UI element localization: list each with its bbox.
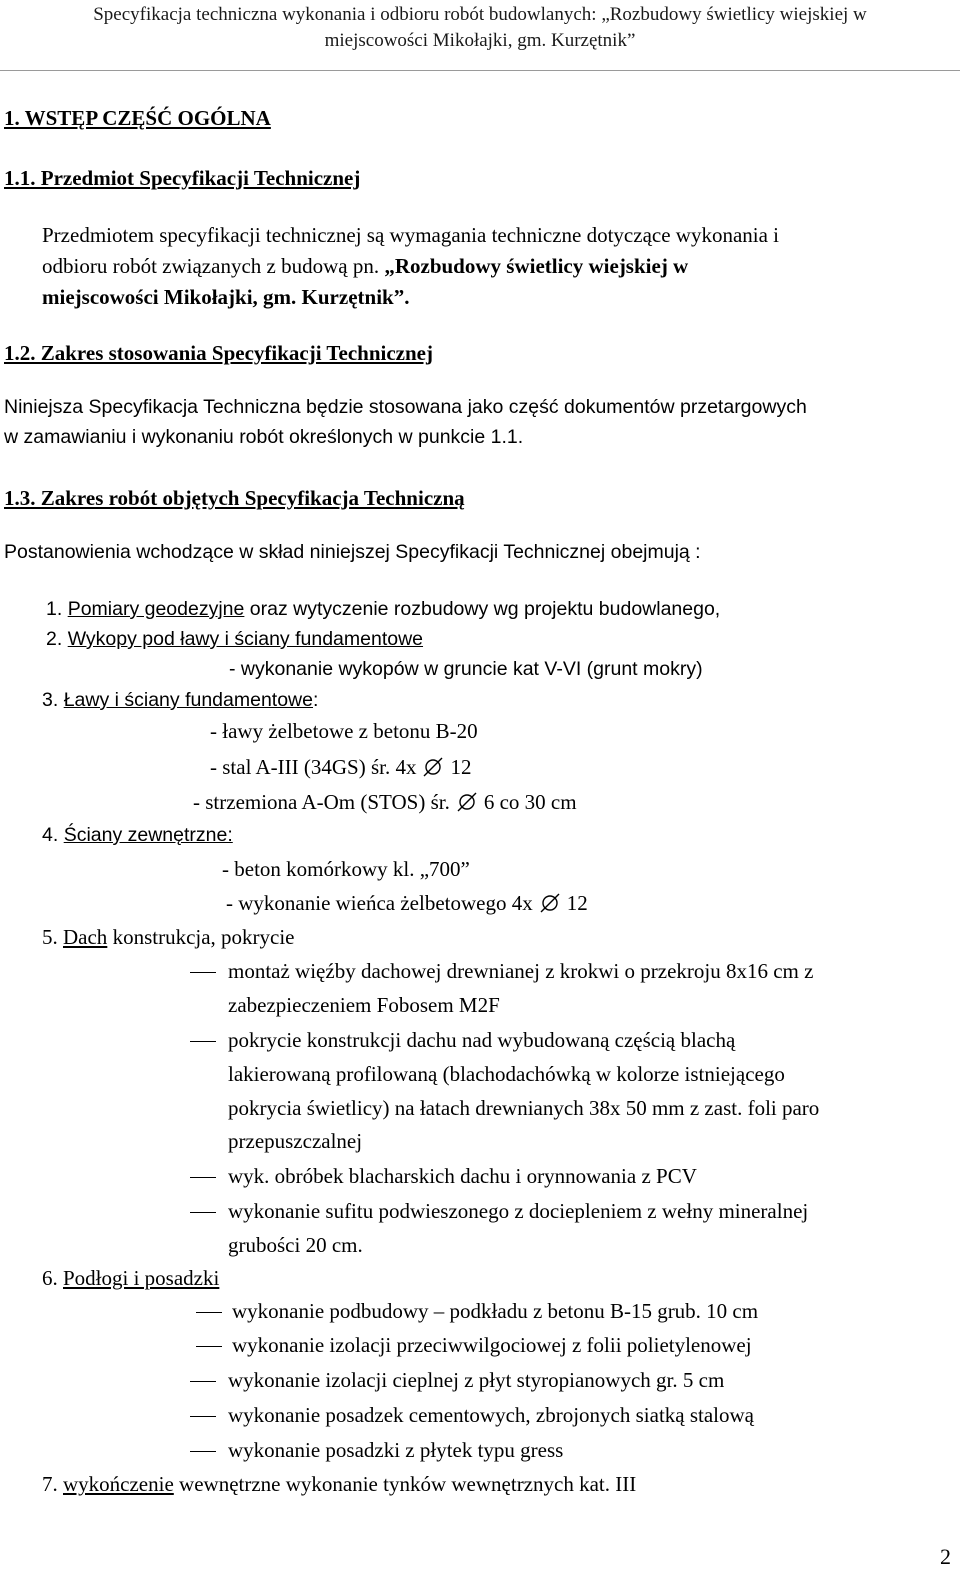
list-item-6 <box>42 1266 219 1291</box>
item-number: 5. <box>42 925 58 949</box>
item-5-bullet-4-line-2: grubości 20 cm. <box>228 1233 363 1257</box>
header-divider <box>0 70 960 71</box>
s12-line-2: w zamawianiu i wykonaniu robót określonych w punkcie 1.1. <box>4 426 524 448</box>
list-item-2 <box>46 628 423 651</box>
item-6-bullet-2: wykonanie izolacji przeciwwilgociowej z folii polietylenowej <box>232 1333 752 1357</box>
item-text: wewnętrzne wykonanie tynków wewnętrznych kat. III <box>173 1472 637 1496</box>
sub-value: 6 co 30 cm <box>483 790 577 814</box>
item-5-bullet-2-line-2: lakierowaną profilowaną (blachodachówką w kolorze istniejącego <box>228 1062 785 1086</box>
item-4-sub-1: - beton komórkowy kl. „700” <box>222 857 470 881</box>
item-3-sub-1: - ławy żelbetowe z betonu B-20 <box>210 719 478 743</box>
header-line-2: miejscowości Mikołajki, gm. Kurzętnik” <box>324 30 636 51</box>
item-heading: Podłogi i posadzki <box>63 1266 220 1290</box>
item-3-sub-2 <box>210 755 471 780</box>
item-6-bullet-4: wykonanie posadzek cementowych, zbrojonych siatką stalową <box>228 1403 754 1427</box>
dash-bullet <box>196 1346 222 1347</box>
diameter-icon <box>539 893 561 913</box>
dash-bullet <box>196 1312 222 1313</box>
item-number: 1. <box>46 598 63 620</box>
list-item-3 <box>42 689 318 712</box>
item-5-bullet-1-line-2: zabezpieczeniem Fobosem M2F <box>228 993 500 1017</box>
diameter-icon <box>456 792 478 812</box>
s11-project-name: „Rozbudowy świetlicy wiejskiej w <box>384 254 689 278</box>
item-5-bullet-1-line-1: montaż więźby dachowej drewnianej z krokwi o przekroju 8x16 cm z <box>228 959 814 983</box>
diameter-icon <box>422 757 444 777</box>
sub-text: - strzemiona A-Om (STOS) śr. <box>193 790 450 814</box>
item-3-sub-3 <box>193 790 577 815</box>
s12-line-1: Niniejsza Specyfikacja Techniczna będzie stosowana jako część dokumentów przetargowych <box>4 396 807 418</box>
item-5-bullet-2-line-3: pokrycia świetlicy) na łatach drewnianych 38x 50 mm z zast. foli paro <box>228 1096 820 1120</box>
s13-intro: Postanowienia wchodzące w skład niniejszej Specyfikacji Technicznej obejmują : <box>4 541 701 563</box>
item-4-sub-2 <box>226 891 588 916</box>
page-number: 2 <box>940 1544 951 1569</box>
list-item-7 <box>42 1472 636 1497</box>
item-heading: Ławy i ściany fundamentowe <box>63 689 313 711</box>
s11-line-3: miejscowości Mikołajki, gm. Kurzętnik”. <box>42 285 410 309</box>
item-number: 3. <box>42 689 59 711</box>
item-heading: Dach <box>63 925 108 949</box>
document-header <box>0 2 960 54</box>
s11-line-2 <box>42 254 688 279</box>
section-1-1-title: 1.1. Przedmiot Specyfikacji Technicznej <box>4 166 361 190</box>
dash-bullet <box>190 1451 216 1452</box>
item-5-bullet-2-line-4: przepuszczalnej <box>228 1129 363 1153</box>
s11-line-1: Przedmiotem specyfikacji technicznej są wymagania techniczne dotyczące wykonania i <box>42 223 780 247</box>
item-6-bullet-3: wykonanie izolacji cieplnej z płyt styropianowych gr. 5 cm <box>228 1368 725 1392</box>
item-2-sub-1: - wykonanie wykopów w gruncie kat V-VI (grunt mokry) <box>229 658 703 680</box>
s11-line-2-prefix: odbioru robót związanych z budową pn. <box>42 254 385 278</box>
list-item-5 <box>42 925 295 950</box>
item-heading: Pomiary geodezyjne <box>67 598 245 620</box>
item-6-bullet-1: wykonanie podbudowy – podkładu z betonu B-15 grub. 10 cm <box>232 1299 759 1323</box>
item-5-bullet-4-line-1: wykonanie sufitu podwieszonego z dociepleniem z wełny mineralnej <box>228 1199 809 1223</box>
section-1-title: 1. WSTĘP CZĘŚĆ OGÓLNA <box>4 106 271 130</box>
list-item-4 <box>42 824 233 847</box>
item-heading: Wykopy pod ławy i ściany fundamentowe <box>67 628 424 650</box>
sub-value: 12 <box>566 891 588 915</box>
dash-bullet <box>190 972 216 973</box>
section-1-3-title: 1.3. Zakres robót objętych Specyfikacja Techniczną <box>4 486 465 510</box>
dash-bullet <box>190 1212 216 1213</box>
sub-text: - wykonanie wieńca żelbetowego 4x <box>226 891 533 915</box>
item-6-bullet-5: wykonanie posadzki z płytek typu gress <box>228 1438 564 1462</box>
item-number: 4. <box>42 824 59 846</box>
item-5-bullet-2-line-1: pokrycie konstrukcji dachu nad wybudowaną częścią blachą <box>228 1028 736 1052</box>
sub-text: - stal A-III (34GS) śr. 4x <box>210 755 417 779</box>
item-5-bullet-3: wyk. obróbek blacharskich dachu i orynnowania z PCV <box>228 1164 697 1188</box>
sub-value: 12 <box>450 755 472 779</box>
list-item-1 <box>46 598 720 621</box>
dash-bullet <box>190 1177 216 1178</box>
item-number: 7. <box>42 1472 58 1496</box>
item-text: konstrukcja, pokrycie <box>107 925 295 949</box>
item-heading: wykończenie <box>63 1472 174 1496</box>
item-number: 2. <box>46 628 63 650</box>
dash-bullet <box>190 1041 216 1042</box>
item-text: : <box>313 689 319 711</box>
item-number: 6. <box>42 1266 58 1290</box>
section-1-2-title: 1.2. Zakres stosowania Specyfikacji Technicznej <box>4 341 433 365</box>
item-heading: Ściany zewnętrzne: <box>63 824 233 846</box>
item-text: oraz wytyczenie rozbudowy wg projektu budowlanego, <box>244 598 721 620</box>
dash-bullet <box>190 1416 216 1417</box>
header-line-1: Specyfikacja techniczna wykonania i odbioru robót budowlanych: „Rozbudowy świetlicy wiejskiej w <box>93 4 867 25</box>
dash-bullet <box>190 1381 216 1382</box>
